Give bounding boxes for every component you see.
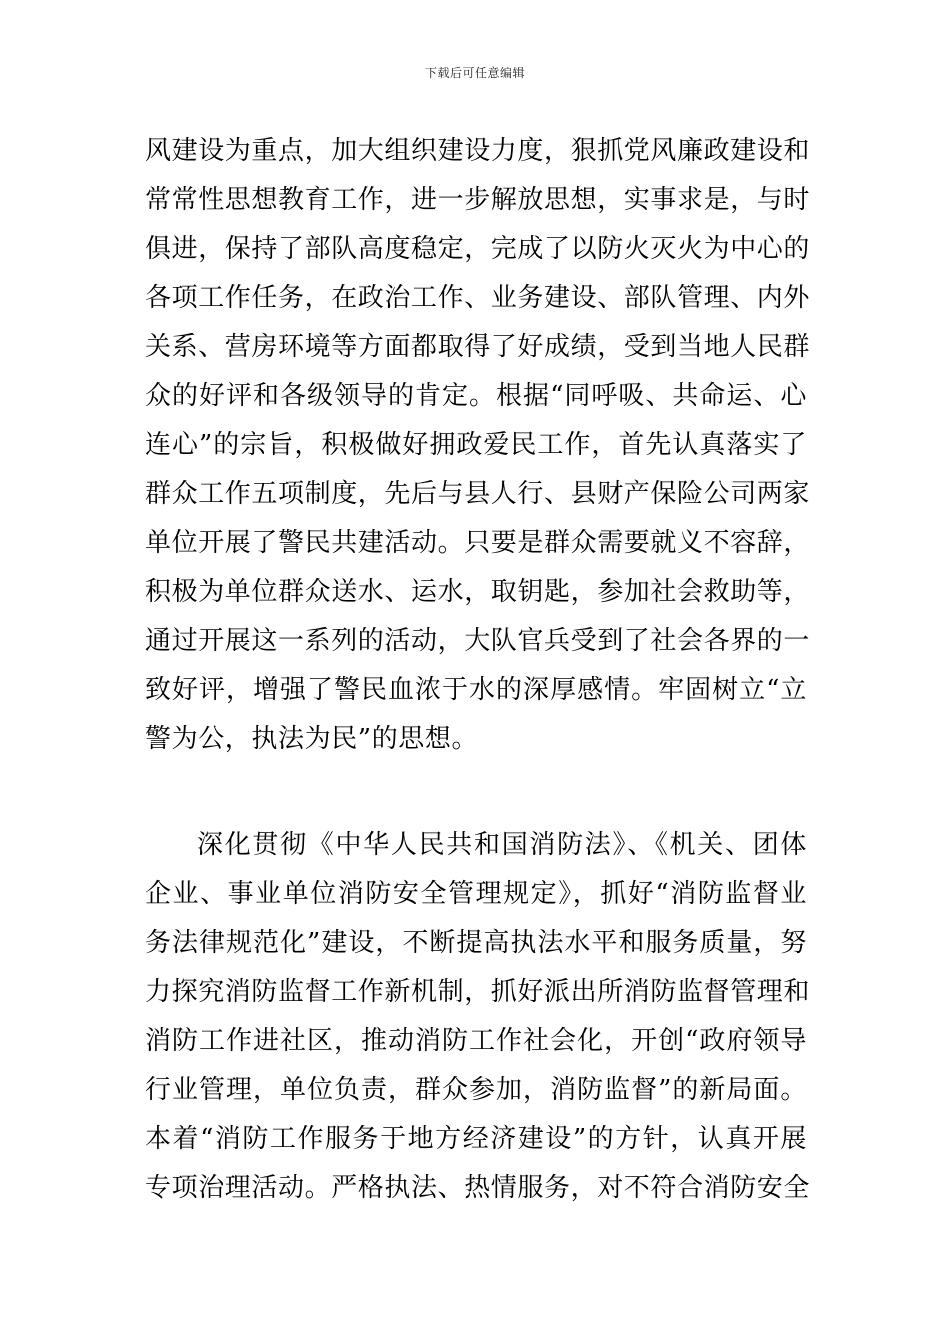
paragraph-line: 通过开展这一系列的活动，大队官兵受到了社会各界的一 (145, 626, 811, 656)
paragraph-line: 连心”的宗旨，积极做好拥政爱民工作，首先认真落实了 (145, 430, 807, 460)
paragraph-line: 常常性思想教育工作，进一步解放思想，实事求是，与时 (145, 185, 811, 215)
paragraph-line: 本着“消防工作服务于地方经济建设”的方针，认真开展 (145, 1124, 807, 1154)
paragraph-line: 致好评，增强了警民血浓于水的深厚感情。牢固树立“立 (145, 675, 807, 705)
paragraph-line: 消防工作进社区，推动消防工作社会化，开创“政府领导 (145, 1026, 807, 1056)
paragraph-line: 务法律规范化”建设，不断提高执法水平和服务质量，努 (145, 928, 807, 958)
paragraph-line: 积极为单位群众送水、运水，取钥匙，参加社会救助等， (145, 577, 811, 607)
paragraph-line: 警为公，执法为民”的思想。 (145, 724, 479, 754)
paragraph-line: 行业管理，单位负责，群众参加，消防监督”的新局面。 (145, 1075, 807, 1105)
paragraph-line: 深化贯彻《中华人民共和国消防法》、《机关、团体 (197, 830, 807, 860)
paragraph-line: 风建设为重点，加大组织建设力度，狠抓党风廉政建设和 (145, 136, 811, 166)
paragraph-line: 专项治理活动。严格执法、热情服务，对不符合消防安全 (145, 1173, 811, 1203)
paragraph-line: 力探究消防监督工作新机制，抓好派出所消防监督管理和 (145, 977, 811, 1007)
paragraph-line: 各项工作任务，在政治工作、业务建设、部队管理、内外 (145, 283, 811, 313)
paragraph-line: 群众工作五项制度，先后与县人行、县财产保险公司两家 (145, 479, 811, 509)
paragraph-line: 企业、事业单位消防安全管理规定》，抓好“消防监督业 (145, 879, 807, 909)
paragraph-line: 众的好评和各级领导的肯定。根据“同呼吸、共命运、心 (145, 381, 807, 411)
paragraph-line: 俱进，保持了部队高度稳定，完成了以防火灭火为中心的 (145, 234, 811, 264)
paragraph-line: 单位开展了警民共建活动。只要是群众需要就义不容辞， (145, 528, 811, 558)
page-header-note: 下载后可任意编辑 (424, 66, 525, 80)
paragraph-line: 关系、营房环境等方面都取得了好成绩，受到当地人民群 (145, 332, 811, 362)
